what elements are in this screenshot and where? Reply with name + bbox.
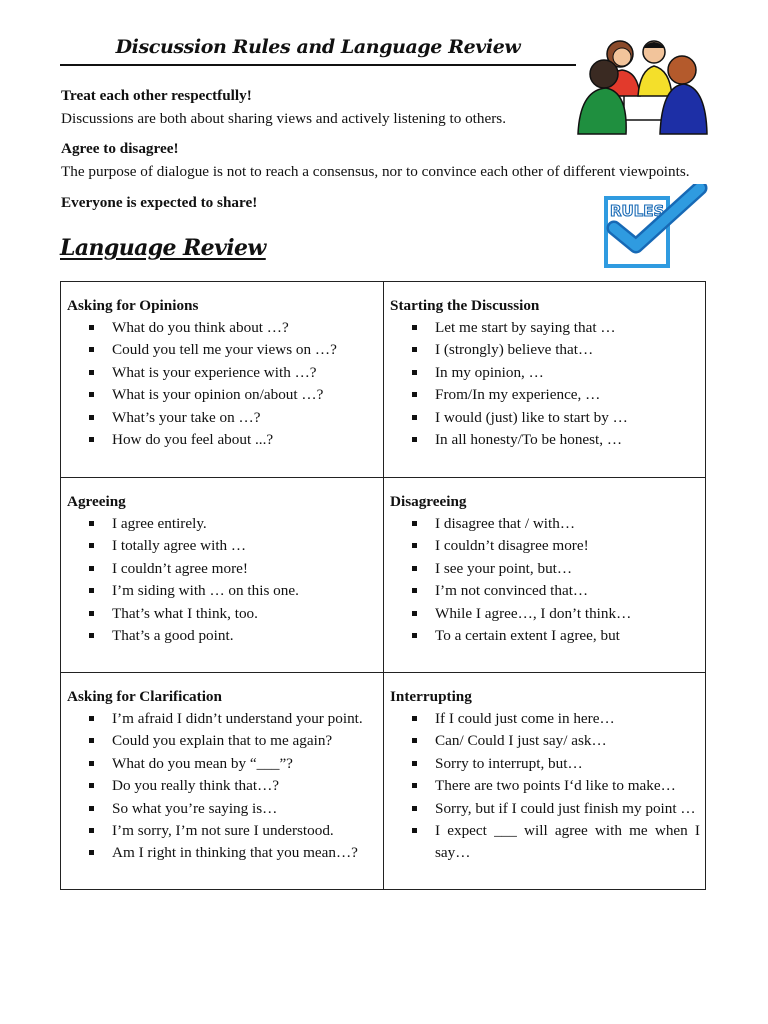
phrase-item: That’s what I think, too. <box>89 603 379 625</box>
phrase-item: Do you really think that…? <box>89 775 379 797</box>
phrase-item: Could you explain that to me again? <box>89 730 379 752</box>
phrase-list <box>67 317 379 451</box>
table-row-divider <box>60 477 706 478</box>
phrase-item: Could you tell me your views on …? <box>89 339 379 361</box>
phrase-item: What is your opinion on/about …? <box>89 384 379 406</box>
phrase-item: I couldn’t disagree more! <box>412 535 702 557</box>
person-body <box>638 66 672 96</box>
person-body <box>578 88 626 134</box>
phrase-item: Can/ Could I just say/ ask… <box>412 730 702 752</box>
phrase-item: I’m sorry, I’m not sure I understood. <box>89 820 379 842</box>
person-head <box>668 56 696 84</box>
phrase-item: To a certain extent I agree, but <box>412 625 702 647</box>
rule-heading: Treat each other respectfully! <box>61 87 252 104</box>
phrase-item: Sorry, but if I could just finish my point … <box>412 798 702 820</box>
phrase-list <box>67 513 379 647</box>
section-title: Starting the Discussion <box>390 297 540 314</box>
phrase-item: I would (just) like to start by … <box>412 407 702 429</box>
phrase-list <box>390 513 702 647</box>
phrase-item: Let me start by saying that … <box>412 317 702 339</box>
section-asking-for-opinions <box>67 295 379 451</box>
page-title: Discussion Rules and Language Review <box>115 36 521 58</box>
phrase-item: I totally agree with … <box>89 535 379 557</box>
phrase-item: I agree entirely. <box>89 513 379 535</box>
phrase-item: I couldn’t agree more! <box>89 558 379 580</box>
phrase-item: I’m not convinced that… <box>412 580 702 602</box>
phrase-item: That’s a good point. <box>89 625 379 647</box>
phrase-list <box>67 708 379 865</box>
phrase-item: How do you feel about ...? <box>89 429 379 451</box>
rule-text: The purpose of dialogue is not to reach a consensus, nor to convince each other of different viewpoints. <box>61 163 690 180</box>
title-underline <box>60 64 576 66</box>
phrase-item: I (strongly) believe that… <box>412 339 702 361</box>
phrase-list <box>390 317 702 451</box>
phrase-item: In all honesty/To be honest, … <box>412 429 702 451</box>
phrase-item: I expect ___ will agree with me when I say… <box>412 820 700 865</box>
section-title: Asking for Clarification <box>67 688 222 705</box>
section-disagreeing <box>390 491 702 647</box>
phrase-item: So what you’re saying is… <box>89 798 379 820</box>
phrase-item: If I could just come in here… <box>412 708 702 730</box>
phrase-item: What do you think about …? <box>89 317 379 339</box>
phrase-item: What is your experience with …? <box>89 362 379 384</box>
section-interrupting <box>390 686 702 865</box>
group-discussion-illustration <box>576 34 710 140</box>
phrase-item: What do you mean by “___”? <box>89 753 379 775</box>
section-title: Disagreeing <box>390 493 467 510</box>
table-row-divider <box>60 672 706 673</box>
section-title: Agreeing <box>67 493 126 510</box>
section-starting-the-discussion <box>390 295 702 451</box>
section-agreeing <box>67 491 379 647</box>
language-review-heading: Language Review <box>60 235 266 261</box>
phrase-item: From/In my experience, … <box>412 384 702 406</box>
phrase-item: I’m siding with … on this one. <box>89 580 379 602</box>
section-asking-for-clarification <box>67 686 379 865</box>
phrase-item: Sorry to interrupt, but… <box>412 753 702 775</box>
phrase-item: What’s your take on …? <box>89 407 379 429</box>
section-title: Asking for Opinions <box>67 297 199 314</box>
phrase-item: There are two points I‘d like to make… <box>412 775 702 797</box>
section-title: Interrupting <box>390 688 472 705</box>
phrase-list <box>390 708 702 865</box>
rule-text: Discussions are both about sharing views and actively listening to others. <box>61 110 506 127</box>
phrase-item: I disagree that / with… <box>412 513 702 535</box>
rules-check-icon <box>602 184 708 272</box>
rules-logo-text: RULES <box>610 202 665 220</box>
phrase-item: In my opinion, … <box>412 362 702 384</box>
phrase-item: Am I right in thinking that you mean…? <box>89 842 379 864</box>
phrase-item: While I agree…, I don’t think… <box>412 603 702 625</box>
phrase-item: I see your point, but… <box>412 558 702 580</box>
rule-heading: Everyone is expected to share! <box>61 194 258 211</box>
person-hair <box>643 42 665 48</box>
rule-heading: Agree to disagree! <box>61 140 179 157</box>
person-head <box>590 60 618 88</box>
person-face <box>613 48 631 66</box>
phrase-item: I’m afraid I didn’t understand your point. <box>89 708 379 730</box>
table-column-divider <box>383 281 384 890</box>
